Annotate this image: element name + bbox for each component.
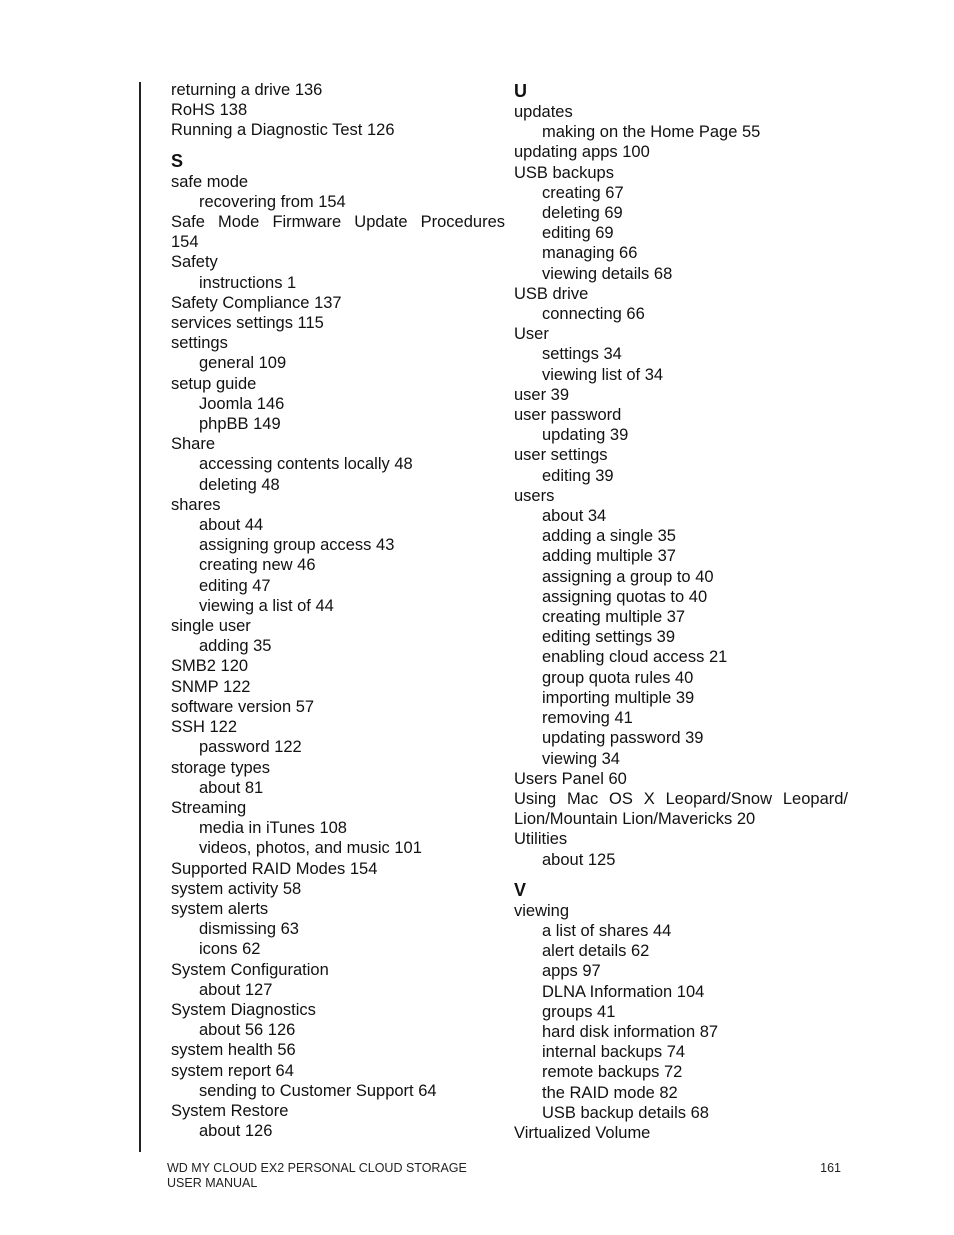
index-entry: system health 56 <box>171 1041 296 1060</box>
index-entry: Share <box>171 435 216 454</box>
index-entry: settings <box>171 334 228 353</box>
index-column-left <box>171 80 505 1141</box>
index-subentry: assigning group access 43 <box>199 536 395 555</box>
index-entry: System Restore <box>171 1101 289 1120</box>
index-subentry: viewing list of 34 <box>542 365 664 384</box>
index-entry: system alerts <box>171 899 269 918</box>
index-subentry: a list of shares 44 <box>542 921 672 940</box>
index-entry: Using Mac OS X Leopard/Snow Leopard/ <box>514 789 848 808</box>
index-subentry: settings 34 <box>542 345 622 364</box>
index-entry: Virtualized Volume <box>514 1123 651 1142</box>
index-entry: viewing <box>514 901 570 920</box>
index-subentry: general 109 <box>199 354 287 373</box>
footer-document-title <box>167 1161 467 1191</box>
index-entry: USB drive <box>514 284 589 303</box>
index-entry: services settings 115 <box>171 314 324 333</box>
index-subentry: videos, photos, and music 101 <box>199 839 422 858</box>
index-entry: software version 57 <box>171 697 315 716</box>
index-subentry: the RAID mode 82 <box>542 1083 678 1102</box>
index-subentry: alert details 62 <box>542 942 650 961</box>
index-subentry: phpBB 149 <box>199 415 281 434</box>
index-entry: Safety <box>171 253 218 272</box>
index-entry: user settings <box>514 446 608 465</box>
index-subentry: editing 47 <box>199 576 271 595</box>
index-subentry: about 125 <box>542 850 616 869</box>
index-entry: SSH 122 <box>171 718 238 737</box>
index-subentry: assigning quotas to 40 <box>542 587 708 606</box>
index-entry: Streaming <box>171 798 247 817</box>
index-subentry: media in iTunes 108 <box>199 819 347 838</box>
index-entry: 154 <box>171 233 199 252</box>
index-entry: storage types <box>171 758 271 777</box>
index-subentry: adding a single 35 <box>542 527 676 546</box>
index-entry: setup guide <box>171 374 257 393</box>
index-entry: Utilities <box>514 830 568 849</box>
index-subentry: about 126 <box>199 1122 273 1141</box>
index-subentry: accessing contents locally 48 <box>199 455 413 474</box>
index-subentry: creating multiple 37 <box>542 608 686 627</box>
index-subentry: icons 62 <box>199 940 261 959</box>
index-subentry: remote backups 72 <box>542 1063 683 1082</box>
index-subentry: creating 67 <box>542 183 624 202</box>
index-entry: USB backups <box>514 163 614 182</box>
footer-title-line-1: WD MY CLOUD EX2 PERSONAL CLOUD STORAGE <box>167 1161 467 1175</box>
index-entry: SNMP 122 <box>171 677 251 696</box>
index-subentry: deleting 69 <box>542 204 623 223</box>
index-subentry: managing 66 <box>542 244 638 263</box>
index-subentry: adding multiple 37 <box>542 547 676 566</box>
index-subentry: editing 39 <box>542 466 614 485</box>
index-letter-heading: U <box>514 81 527 101</box>
index-subentry: hard disk information 87 <box>542 1022 719 1041</box>
index-subentry: connecting 66 <box>542 305 645 324</box>
footer-title-line-2: USER MANUAL <box>167 1176 258 1190</box>
index-entry: System Configuration <box>171 960 329 979</box>
index-subentry: making on the Home Page 55 <box>542 123 761 142</box>
index-entry: Users Panel 60 <box>514 769 627 788</box>
index-entry: SMB2 120 <box>171 657 249 676</box>
index-subentry: about 81 <box>199 778 264 797</box>
index-subentry: instructions 1 <box>199 273 297 292</box>
index-subentry: adding 35 <box>199 637 272 656</box>
index-subentry: about 56 126 <box>199 1021 296 1040</box>
index-subentry: deleting 48 <box>199 475 280 494</box>
index-entry: System Diagnostics <box>171 1000 316 1019</box>
index-subentry: editing settings 39 <box>542 628 676 647</box>
index-entry: updating apps 100 <box>514 143 650 162</box>
index-subentry: sending to Customer Support 64 <box>199 1081 437 1100</box>
index-entry: users <box>514 486 555 505</box>
index-column-right <box>514 80 848 1143</box>
index-subentry: groups 41 <box>542 1002 616 1021</box>
index-subentry: importing multiple 39 <box>542 688 695 707</box>
index-subentry: about 34 <box>542 507 607 526</box>
index-entry: system report 64 <box>171 1061 294 1080</box>
index-entry: Running a Diagnostic Test 126 <box>171 121 395 140</box>
index-entry: user 39 <box>514 385 570 404</box>
index-subentry: assigning a group to 40 <box>542 567 714 586</box>
index-subentry: editing 69 <box>542 224 614 243</box>
index-subentry: Joomla 146 <box>199 394 285 413</box>
index-letter-heading: V <box>514 879 527 900</box>
index-subentry: updating password 39 <box>542 729 704 748</box>
index-subentry: enabling cloud access 21 <box>542 648 728 667</box>
index-entry: system activity 58 <box>171 879 302 898</box>
index-entry: safe mode <box>171 172 249 191</box>
index-entry: Safety Compliance 137 <box>171 293 342 312</box>
index-subentry: group quota rules 40 <box>542 668 694 687</box>
index-entry: user password <box>514 406 622 425</box>
index-entry: User <box>514 325 549 344</box>
index-subentry: internal backups 74 <box>542 1043 686 1062</box>
index-subentry: removing 41 <box>542 709 633 728</box>
index-entry: single user <box>171 617 251 636</box>
index-subentry: USB backup details 68 <box>542 1103 709 1122</box>
index-subentry: about 127 <box>199 980 273 999</box>
index-subentry: recovering from 154 <box>199 192 346 211</box>
index-entry: updates <box>514 103 573 121</box>
index-subentry: apps 97 <box>542 962 601 981</box>
index-subentry: viewing a list of 44 <box>199 596 334 615</box>
index-subentry: DLNA Information 104 <box>542 982 705 1001</box>
margin-rule <box>139 82 141 1152</box>
index-entry: shares <box>171 495 221 514</box>
index-entry: Safe Mode Firmware Update Procedures <box>171 213 505 232</box>
index-entry: Lion/Mountain Lion/Mavericks 20 <box>514 810 756 829</box>
index-entry: RoHS 138 <box>171 101 248 120</box>
index-letter-heading: S <box>171 150 184 171</box>
page-number: 161 <box>820 1161 841 1175</box>
index-subentry: viewing details 68 <box>542 264 673 283</box>
index-subentry: about 44 <box>199 516 264 535</box>
index-subentry: viewing 34 <box>542 749 620 768</box>
index-subentry: creating new 46 <box>199 556 316 575</box>
index-subentry: updating 39 <box>542 426 629 445</box>
index-entry: returning a drive 136 <box>171 81 323 99</box>
index-subentry: password 122 <box>199 738 302 757</box>
index-entry: Supported RAID Modes 154 <box>171 859 378 878</box>
index-subentry: dismissing 63 <box>199 920 299 939</box>
